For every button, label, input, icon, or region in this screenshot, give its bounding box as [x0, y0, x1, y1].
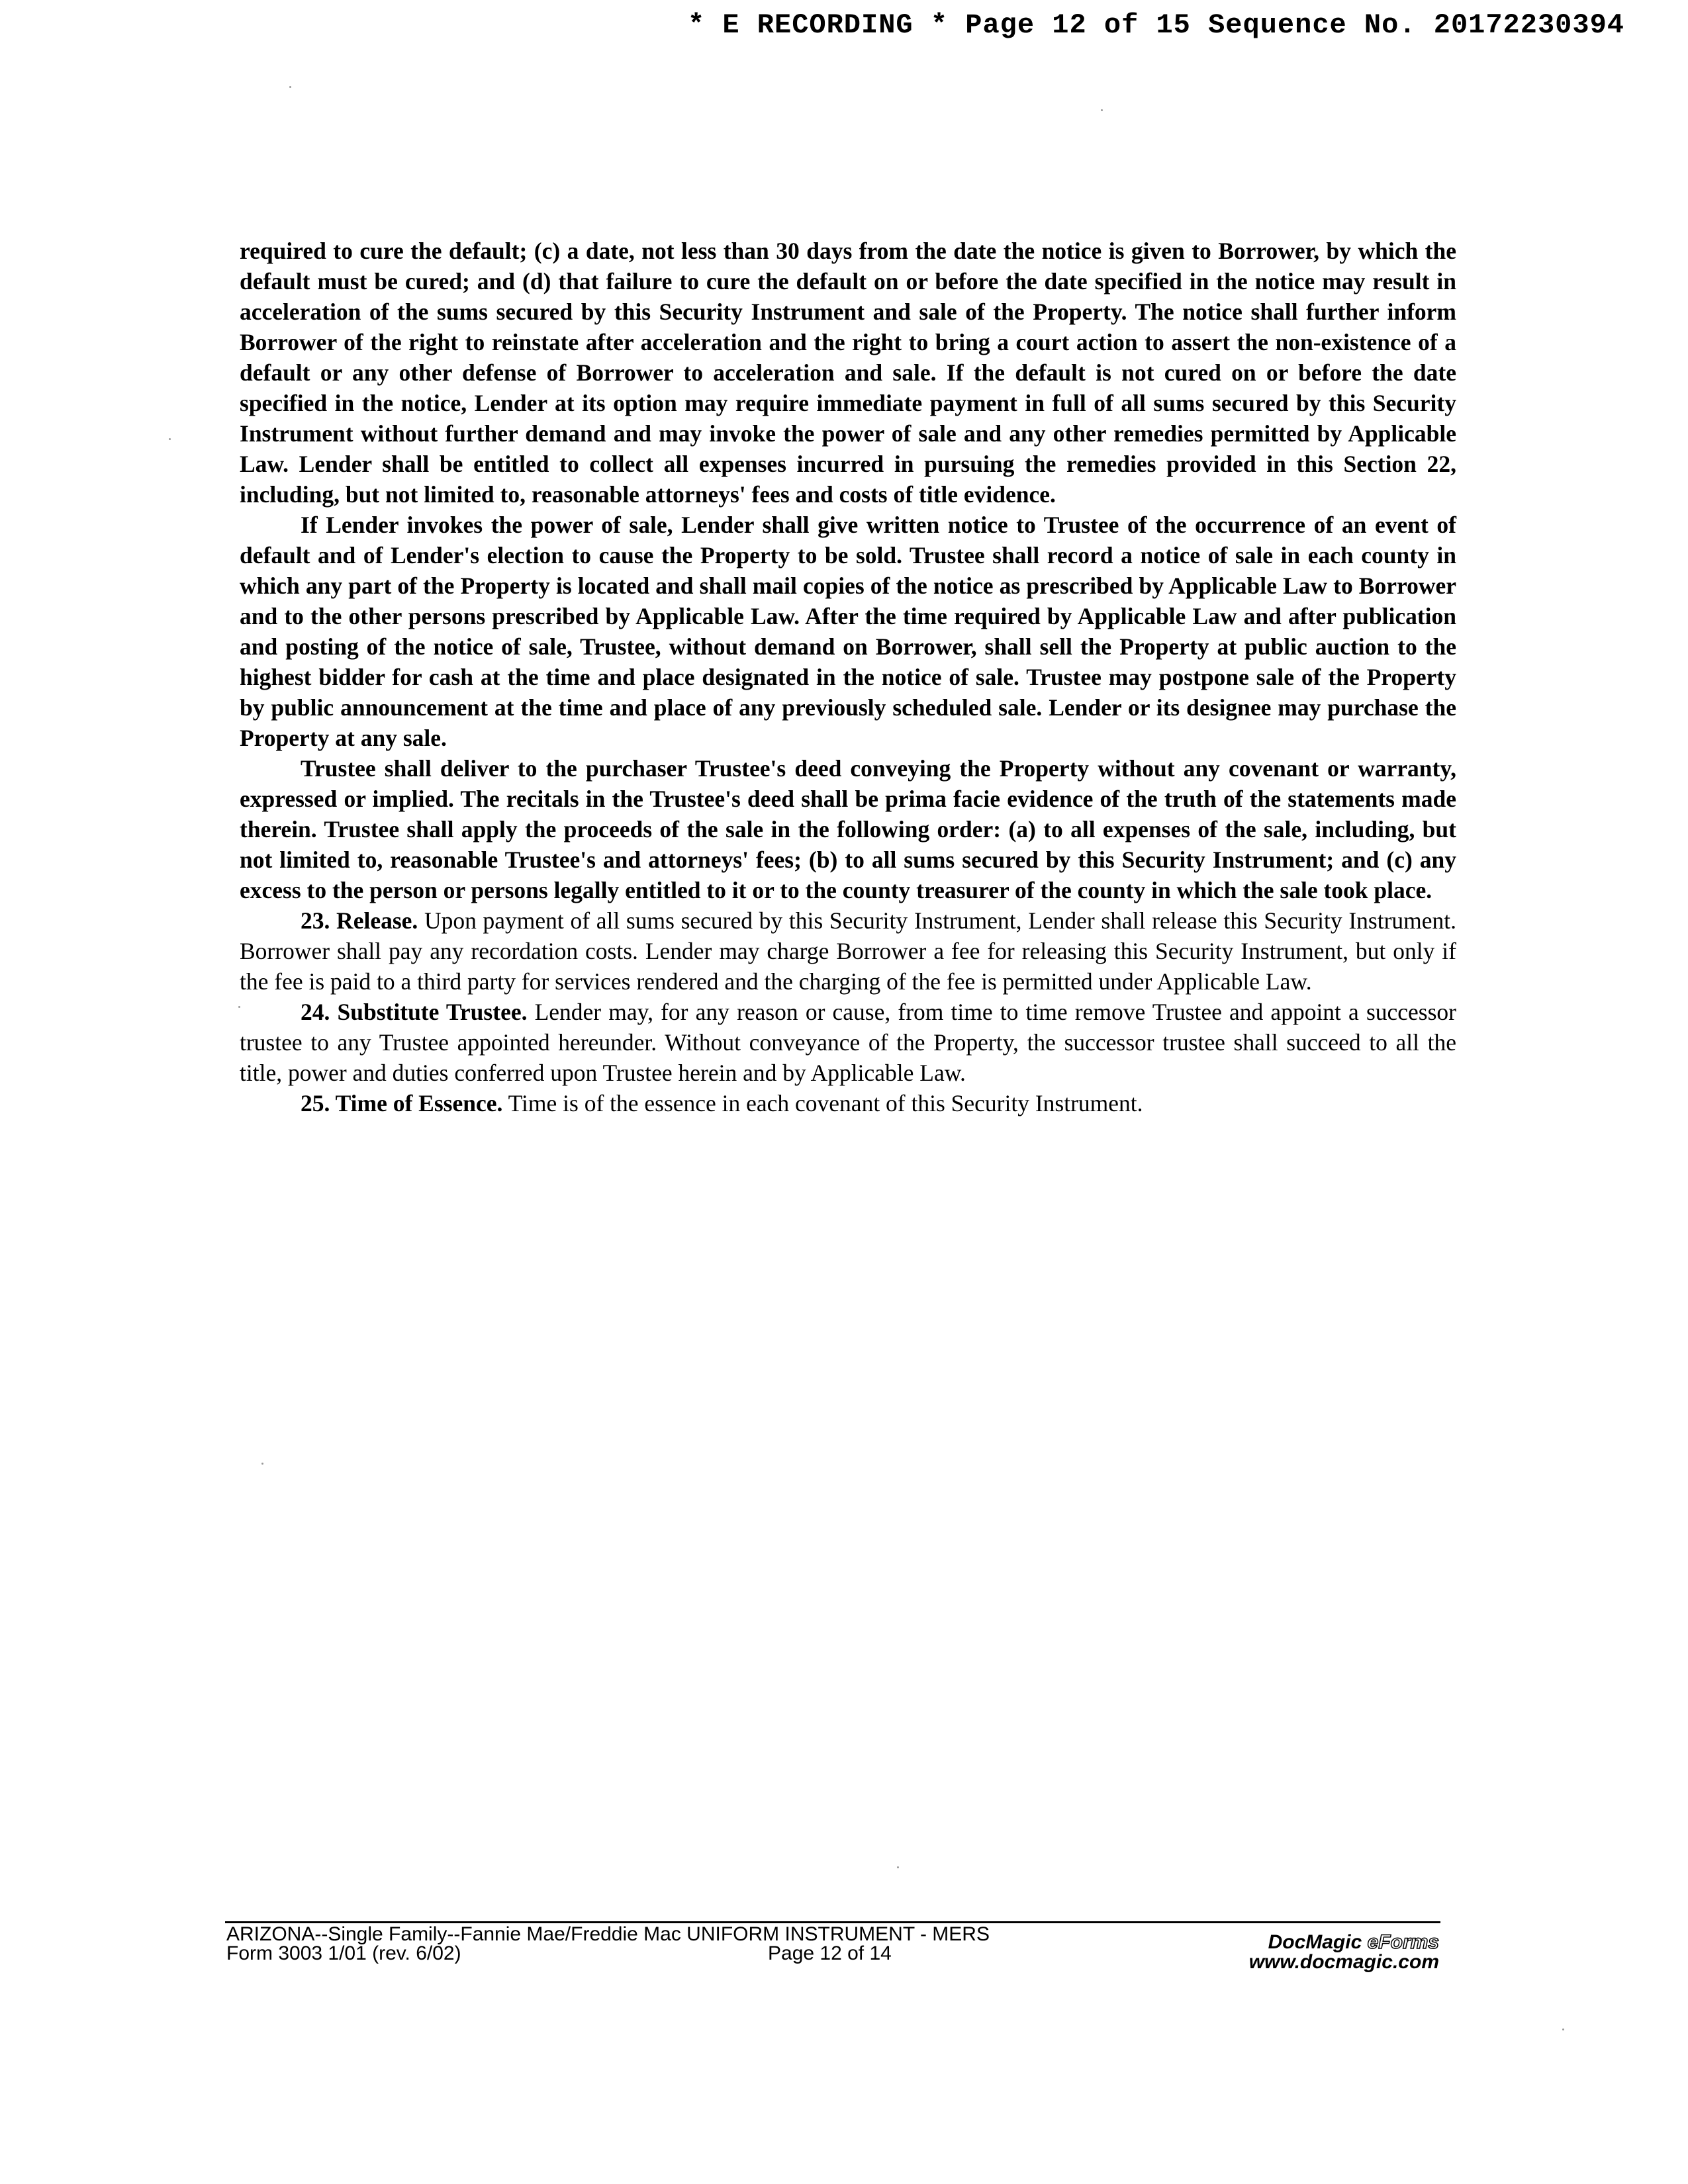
section-24-substitute-trustee [240, 997, 1456, 1088]
scan-speck [238, 1006, 240, 1008]
section-23-release [240, 905, 1456, 997]
footer-brand [1268, 1933, 1439, 1952]
section-23-heading: 23. Release. [301, 907, 418, 934]
docmagic-brand-name: DocMagic [1268, 1931, 1362, 1953]
section-25-time-of-essence [240, 1088, 1456, 1118]
section-24-text: Lender may, for any reason or cause, from time to time remove Trustee and appoint a successor trustee to any Trustee appointed hereunder. Without conveyance of the Property, the successor trustee shall succeed to all the title, power and duties conferred upon Trustee herein and by Applicable Law. [240, 999, 1456, 1086]
scan-speck [1562, 2028, 1564, 2030]
footer-form-number: Form 3003 1/01 (rev. 6/02) [226, 1942, 461, 1964]
scan-speck [261, 1463, 263, 1465]
footer-form-title: ARIZONA--Single Family--Fannie Mae/Freddie Mac UNIFORM INSTRUMENT - MERS [226, 1923, 990, 1945]
footer-page-number: Page 12 of 14 [768, 1942, 892, 1964]
scan-speck [289, 86, 291, 88]
document-body [240, 236, 1456, 1118]
footer-url: www.docmagic.com [1248, 1951, 1439, 1973]
section-23-text: Upon payment of all sums secured by this Security Instrument, Lender shall release this Security Instrument. Borrower shall pay any recordation costs. Lender may charge Borrower a fee for releasing this Security Instrument, but only if the fee is paid to a third party for services rendered and the charging of the fee is permitted under Applicable Law. [240, 907, 1456, 995]
paragraph-power-of-sale: If Lender invokes the power of sale, Lender shall give written notice to Trustee of the occurrence of an event of default and of Lender's election to cause the Property to be sold. Trustee shall record a notice of sale in each county in which any part of the Property is located and shall mail copies of the notice as prescribed by Applicable Law to Borrower and to the other persons prescribed by Applicable Law. After the time required by Applicable Law and after publication and posting of the notice of sale, Trustee, without demand on Borrower, shall sell the Property at public auction to the highest bidder for cash at the time and place designated in the notice of sale. Trustee may postpone sale of the Property by public announcement at the time and place of any previously scheduled sale. Lender or its designee may purchase the Property at any sale. [240, 512, 1456, 751]
section-24-heading: 24. Substitute Trustee. [301, 999, 528, 1025]
paragraph-trustee-deed: Trustee shall deliver to the purchaser Trustee's deed conveying the Property without any covenant or warranty, expressed or implied. The recitals in the Trustee's deed shall be prima facie evidence of the truth of the statements made therein. Trustee shall apply the proceeds of the sale in the following order: (a) to all expenses of the sale, including, but not limited to, reasonable Trustee's and attorneys' fees; (b) to all sums secured by this Security Instrument; and (c) any excess to the person or persons legally entitled to it or to the county treasurer of the county in which the sale took place. [240, 755, 1456, 903]
paragraph-notice-terms: required to cure the default; (c) a date, not less than 30 days from the date the notice is given to Borrower, by which the default must be cured; and (d) that failure to cure the default on or before the date specified in the notice may result in acceleration of the sums secured by this Security Instrument and sale of the Property. The notice shall further inform Borrower of the right to reinstate after acceleration and the right to bring a court action to assert the non-existence of a default or any other defense of Borrower to acceleration and sale. If the default is not cured on or before the date specified in the notice, Lender at its option may require immediate payment in full of all sums secured by this Security Instrument without further demand and may invoke the power of sale and any other remedies permitted by Applicable Law. Lender shall be entitled to collect all expenses incurred in pursuing the remedies provided in this Section 22, including, but not limited to, reasonable attorneys' fees and costs of title evidence. [240, 238, 1456, 508]
scan-speck [1101, 109, 1103, 111]
scan-speck [169, 438, 171, 440]
scan-speck [897, 1866, 899, 1868]
eforms-logo: eForms [1367, 1931, 1439, 1953]
section-25-text: Time is of the essence in each covenant of this Security Instrument. [508, 1090, 1143, 1116]
section-25-heading: 25. Time of Essence. [301, 1090, 503, 1116]
recording-stamp: * E RECORDING * Page 12 of 15 Sequence No. 20172230394 [687, 9, 1624, 41]
